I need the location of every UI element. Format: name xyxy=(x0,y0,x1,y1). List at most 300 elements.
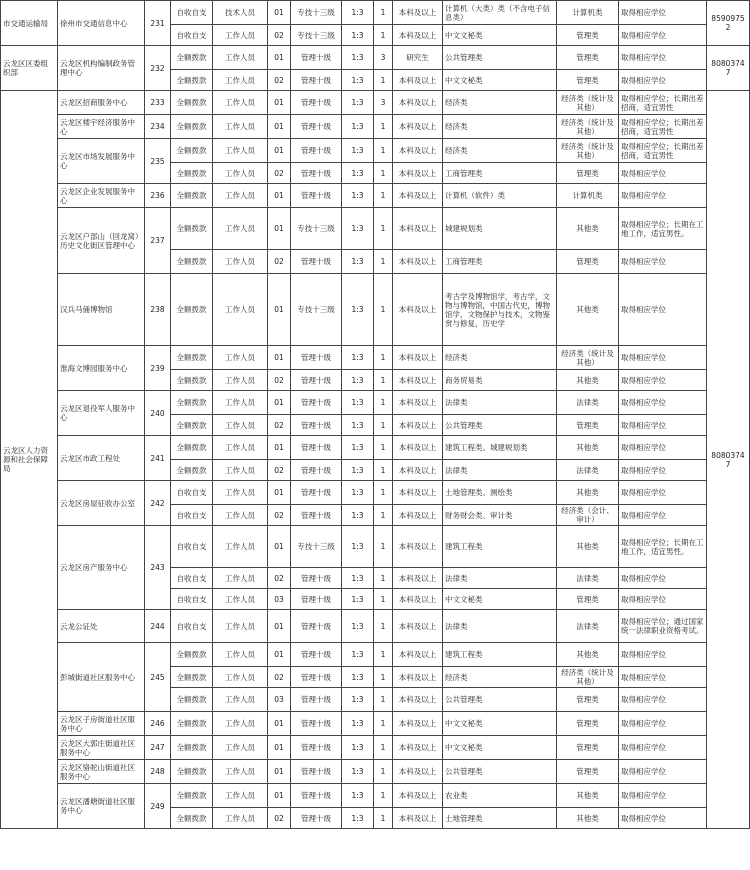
cell-major: 土地管理类、测绘类 xyxy=(443,481,557,505)
cell-position-name: 工作人员 xyxy=(213,688,268,712)
cell-position-name: 工作人员 xyxy=(213,415,268,436)
cell-funding-type: 全额拨款 xyxy=(171,667,213,688)
cell-funding-type: 全额拨款 xyxy=(171,115,213,139)
cell-education: 本科及以上 xyxy=(393,784,443,808)
cell-position-code: 03 xyxy=(268,688,291,712)
cell-unit-name: 云龙区楼宇经济服务中心 xyxy=(58,115,145,139)
cell-funding-type: 全额拨款 xyxy=(171,139,213,163)
cell-education: 本科及以上 xyxy=(393,808,443,829)
cell-headcount: 1 xyxy=(374,712,393,736)
cell-exam-category: 经济类（统计及其他） xyxy=(557,91,619,115)
cell-education: 研究生 xyxy=(393,46,443,70)
cell-education: 本科及以上 xyxy=(393,568,443,589)
cell-position-name: 工作人员 xyxy=(213,25,268,46)
cell-education: 本科及以上 xyxy=(393,1,443,25)
cell-exam-ratio: 1:3 xyxy=(342,46,374,70)
cell-major: 公共管理类 xyxy=(443,688,557,712)
cell-education: 本科及以上 xyxy=(393,139,443,163)
cell-unit-code: 236 xyxy=(145,184,171,208)
cell-education: 本科及以上 xyxy=(393,526,443,568)
cell-exam-category: 管理类 xyxy=(557,415,619,436)
cell-funding-type: 全额拨款 xyxy=(171,808,213,829)
cell-exam-category: 管理类 xyxy=(557,760,619,784)
cell-other-requirement: 取得相应学位 xyxy=(619,391,707,415)
table-row xyxy=(1,712,750,736)
cell-unit-name: 云龙区子房街道社区服务中心 xyxy=(58,712,145,736)
cell-position-code: 01 xyxy=(268,736,291,760)
cell-position-grade: 管理十级 xyxy=(291,415,342,436)
cell-exam-category: 管理类 xyxy=(557,25,619,46)
cell-exam-ratio: 1:3 xyxy=(342,643,374,667)
cell-position-grade: 管理十级 xyxy=(291,346,342,370)
cell-exam-ratio: 1:3 xyxy=(342,481,374,505)
cell-other-requirement: 取得相应学位；长期出差招商，适宜男性 xyxy=(619,115,707,139)
cell-education: 本科及以上 xyxy=(393,115,443,139)
cell-headcount: 3 xyxy=(374,46,393,70)
cell-education: 本科及以上 xyxy=(393,688,443,712)
table-row xyxy=(1,1,750,25)
cell-headcount: 1 xyxy=(374,460,393,481)
cell-position-grade: 管理十级 xyxy=(291,436,342,460)
cell-major: 经济类 xyxy=(443,115,557,139)
cell-position-name: 工作人员 xyxy=(213,808,268,829)
cell-exam-ratio: 1:3 xyxy=(342,139,374,163)
cell-position-grade: 管理十级 xyxy=(291,184,342,208)
cell-headcount: 1 xyxy=(374,1,393,25)
cell-exam-ratio: 1:3 xyxy=(342,115,374,139)
cell-unit-code: 233 xyxy=(145,91,171,115)
cell-exam-ratio: 1:3 xyxy=(342,712,374,736)
cell-exam-ratio: 1:3 xyxy=(342,610,374,643)
cell-other-requirement: 取得相应学位 xyxy=(619,46,707,70)
cell-exam-category: 管理类 xyxy=(557,589,619,610)
cell-position-code: 01 xyxy=(268,643,291,667)
cell-exam-category: 法律类 xyxy=(557,391,619,415)
cell-other-requirement: 取得相应学位 xyxy=(619,436,707,460)
cell-funding-type: 全额拨款 xyxy=(171,460,213,481)
cell-major: 中文文秘类 xyxy=(443,712,557,736)
cell-unit-name: 云龙区骆驼山街道社区服务中心 xyxy=(58,760,145,784)
cell-education: 本科及以上 xyxy=(393,436,443,460)
cell-position-code: 01 xyxy=(268,139,291,163)
cell-position-name: 工作人员 xyxy=(213,274,268,346)
cell-major: 中文文秘类 xyxy=(443,70,557,91)
cell-org-name: 云龙区人力资源和社会保障局 xyxy=(1,91,58,829)
cell-unit-code: 246 xyxy=(145,712,171,736)
cell-other-requirement: 取得相应学位 xyxy=(619,415,707,436)
cell-position-name: 工作人员 xyxy=(213,370,268,391)
cell-other-requirement: 取得相应学位 xyxy=(619,460,707,481)
cell-exam-category: 经济类（统计及其他） xyxy=(557,139,619,163)
cell-exam-category: 其他类 xyxy=(557,274,619,346)
cell-exam-ratio: 1:3 xyxy=(342,274,374,346)
cell-headcount: 3 xyxy=(374,91,393,115)
cell-position-name: 工作人员 xyxy=(213,568,268,589)
cell-headcount: 1 xyxy=(374,760,393,784)
cell-position-code: 01 xyxy=(268,760,291,784)
cell-funding-type: 自收自支 xyxy=(171,568,213,589)
cell-unit-name: 徐州市交通信息中心 xyxy=(58,1,145,46)
cell-headcount: 1 xyxy=(374,391,393,415)
cell-unit-code: 244 xyxy=(145,610,171,643)
cell-unit-code: 234 xyxy=(145,115,171,139)
table-row xyxy=(1,391,750,415)
cell-headcount: 1 xyxy=(374,808,393,829)
table-row xyxy=(1,610,750,643)
cell-exam-ratio: 1:3 xyxy=(342,208,374,250)
cell-major: 土地管理类 xyxy=(443,808,557,829)
cell-education: 本科及以上 xyxy=(393,415,443,436)
table-row xyxy=(1,643,750,667)
cell-headcount: 1 xyxy=(374,481,393,505)
cell-position-name: 工作人员 xyxy=(213,526,268,568)
cell-education: 本科及以上 xyxy=(393,91,443,115)
cell-exam-category: 管理类 xyxy=(557,736,619,760)
cell-exam-category: 法律类 xyxy=(557,568,619,589)
cell-exam-category: 管理类 xyxy=(557,688,619,712)
cell-position-code: 02 xyxy=(268,163,291,184)
cell-unit-name: 淮海文博园服务中心 xyxy=(58,346,145,391)
cell-exam-category: 法律类 xyxy=(557,610,619,643)
cell-unit-code: 243 xyxy=(145,526,171,610)
cell-position-name: 工作人员 xyxy=(213,736,268,760)
cell-major: 建筑工程类、城建规划类 xyxy=(443,436,557,460)
cell-other-requirement: 取得相应学位 xyxy=(619,712,707,736)
cell-position-name: 工作人员 xyxy=(213,610,268,643)
table-row xyxy=(1,208,750,250)
cell-other-requirement: 取得相应学位；长期出差招商，适宜男性 xyxy=(619,91,707,115)
cell-major: 公共管理类 xyxy=(443,760,557,784)
cell-major: 经济类 xyxy=(443,91,557,115)
cell-education: 本科及以上 xyxy=(393,208,443,250)
cell-headcount: 1 xyxy=(374,436,393,460)
cell-position-name: 工作人员 xyxy=(213,460,268,481)
cell-funding-type: 全额拨款 xyxy=(171,688,213,712)
cell-unit-name: 云龙区退役军人服务中心 xyxy=(58,391,145,436)
cell-position-code: 01 xyxy=(268,346,291,370)
cell-headcount: 1 xyxy=(374,370,393,391)
cell-education: 本科及以上 xyxy=(393,712,443,736)
cell-position-grade: 管理十级 xyxy=(291,712,342,736)
cell-major: 农业类 xyxy=(443,784,557,808)
cell-funding-type: 自收自支 xyxy=(171,1,213,25)
cell-funding-type: 全额拨款 xyxy=(171,370,213,391)
cell-exam-category: 其他类 xyxy=(557,370,619,391)
cell-position-code: 02 xyxy=(268,25,291,46)
cell-major: 经济类 xyxy=(443,139,557,163)
cell-position-name: 工作人员 xyxy=(213,391,268,415)
cell-other-requirement: 取得相应学位 xyxy=(619,760,707,784)
cell-funding-type: 全额拨款 xyxy=(171,346,213,370)
cell-education: 本科及以上 xyxy=(393,391,443,415)
cell-exam-category: 计算机类 xyxy=(557,184,619,208)
cell-position-grade: 专技十三级 xyxy=(291,274,342,346)
cell-unit-code: 239 xyxy=(145,346,171,391)
cell-education: 本科及以上 xyxy=(393,610,443,643)
cell-education: 本科及以上 xyxy=(393,25,443,46)
cell-unit-code: 238 xyxy=(145,274,171,346)
cell-exam-ratio: 1:3 xyxy=(342,589,374,610)
cell-other-requirement: 取得相应学位 xyxy=(619,667,707,688)
cell-other-requirement: 取得相应学位 xyxy=(619,70,707,91)
cell-position-grade: 管理十级 xyxy=(291,568,342,589)
cell-position-code: 02 xyxy=(268,415,291,436)
cell-position-code: 01 xyxy=(268,610,291,643)
cell-exam-category: 法律类 xyxy=(557,460,619,481)
cell-position-name: 工作人员 xyxy=(213,643,268,667)
cell-funding-type: 自收自支 xyxy=(171,25,213,46)
cell-major: 法律类 xyxy=(443,391,557,415)
cell-position-code: 01 xyxy=(268,712,291,736)
cell-position-name: 工作人员 xyxy=(213,139,268,163)
cell-unit-code: 240 xyxy=(145,391,171,436)
cell-position-code: 01 xyxy=(268,274,291,346)
cell-other-requirement: 取得相应学位；长期出差招商，适宜男性 xyxy=(619,139,707,163)
cell-other-requirement: 取得相应学位；通过国家统一法律职业资格考试。 xyxy=(619,610,707,643)
cell-unit-code: 237 xyxy=(145,208,171,274)
cell-funding-type: 全额拨款 xyxy=(171,250,213,274)
cell-unit-name: 云龙区房产服务中心 xyxy=(58,526,145,610)
table-row xyxy=(1,184,750,208)
cell-org-name: 云龙区区委组织部 xyxy=(1,46,58,91)
cell-education: 本科及以上 xyxy=(393,643,443,667)
cell-funding-type: 自收自支 xyxy=(171,505,213,526)
cell-unit-name: 云龙区招商服务中心 xyxy=(58,91,145,115)
cell-other-requirement: 取得相应学位 xyxy=(619,25,707,46)
cell-major: 公共管理类 xyxy=(443,415,557,436)
cell-position-name: 工作人员 xyxy=(213,436,268,460)
cell-exam-ratio: 1:3 xyxy=(342,808,374,829)
cell-funding-type: 全额拨款 xyxy=(171,736,213,760)
cell-exam-ratio: 1:3 xyxy=(342,415,374,436)
cell-position-grade: 专技十三级 xyxy=(291,1,342,25)
cell-unit-code: 249 xyxy=(145,784,171,829)
cell-exam-ratio: 1:3 xyxy=(342,460,374,481)
cell-unit-name: 云龙区市政工程处 xyxy=(58,436,145,481)
cell-exam-ratio: 1:3 xyxy=(342,25,374,46)
cell-other-requirement: 取得相应学位 xyxy=(619,370,707,391)
table-row xyxy=(1,736,750,760)
cell-funding-type: 全额拨款 xyxy=(171,163,213,184)
table-row xyxy=(1,760,750,784)
cell-position-code: 02 xyxy=(268,460,291,481)
cell-education: 本科及以上 xyxy=(393,589,443,610)
cell-exam-category: 经济类（统计及其他） xyxy=(557,346,619,370)
cell-position-code: 02 xyxy=(268,505,291,526)
cell-other-requirement: 取得相应学位 xyxy=(619,568,707,589)
cell-exam-ratio: 1:3 xyxy=(342,736,374,760)
cell-position-name: 工作人员 xyxy=(213,250,268,274)
cell-exam-ratio: 1:3 xyxy=(342,526,374,568)
cell-position-name: 技术人员 xyxy=(213,1,268,25)
cell-position-name: 工作人员 xyxy=(213,91,268,115)
cell-education: 本科及以上 xyxy=(393,736,443,760)
cell-position-code: 01 xyxy=(268,526,291,568)
cell-funding-type: 自收自支 xyxy=(171,589,213,610)
cell-exam-category: 其他类 xyxy=(557,784,619,808)
cell-exam-category: 经济类（会计、审计） xyxy=(557,505,619,526)
cell-major: 经济类 xyxy=(443,667,557,688)
cell-other-requirement: 取得相应学位 xyxy=(619,346,707,370)
cell-position-name: 工作人员 xyxy=(213,163,268,184)
cell-position-grade: 管理十级 xyxy=(291,610,342,643)
cell-position-code: 01 xyxy=(268,184,291,208)
cell-headcount: 1 xyxy=(374,163,393,184)
cell-position-grade: 管理十级 xyxy=(291,667,342,688)
cell-education: 本科及以上 xyxy=(393,760,443,784)
cell-other-requirement: 取得相应学位 xyxy=(619,784,707,808)
cell-position-code: 02 xyxy=(268,70,291,91)
cell-position-grade: 管理十级 xyxy=(291,481,342,505)
cell-position-grade: 管理十级 xyxy=(291,589,342,610)
cell-headcount: 1 xyxy=(374,568,393,589)
cell-education: 本科及以上 xyxy=(393,163,443,184)
cell-unit-name: 云龙区企业发展服务中心 xyxy=(58,184,145,208)
cell-position-code: 01 xyxy=(268,784,291,808)
cell-major: 中文文秘类 xyxy=(443,736,557,760)
cell-position-grade: 专技十三级 xyxy=(291,25,342,46)
cell-position-grade: 管理十级 xyxy=(291,139,342,163)
cell-funding-type: 全额拨款 xyxy=(171,70,213,91)
cell-exam-ratio: 1:3 xyxy=(342,346,374,370)
cell-position-grade: 管理十级 xyxy=(291,163,342,184)
cell-exam-category: 其他类 xyxy=(557,481,619,505)
cell-exam-category: 管理类 xyxy=(557,46,619,70)
cell-education: 本科及以上 xyxy=(393,70,443,91)
cell-position-code: 01 xyxy=(268,481,291,505)
cell-major: 中文文秘类 xyxy=(443,25,557,46)
table-row xyxy=(1,346,750,370)
table-row xyxy=(1,139,750,163)
cell-major: 城建规划类 xyxy=(443,208,557,250)
table-row xyxy=(1,526,750,568)
cell-headcount: 1 xyxy=(374,184,393,208)
cell-position-grade: 管理十级 xyxy=(291,46,342,70)
cell-other-requirement: 取得相应学位 xyxy=(619,274,707,346)
cell-other-requirement: 取得相应学位；长期在工地工作，适宜男性。 xyxy=(619,208,707,250)
cell-other-requirement: 取得相应学位 xyxy=(619,163,707,184)
cell-unit-name: 汉兵马俑博物馆 xyxy=(58,274,145,346)
cell-unit-code: 232 xyxy=(145,46,171,91)
cell-major: 法律类 xyxy=(443,460,557,481)
cell-education: 本科及以上 xyxy=(393,346,443,370)
cell-unit-name: 云龙区市场发展服务中心 xyxy=(58,139,145,184)
cell-headcount: 1 xyxy=(374,70,393,91)
cell-major: 中文文秘类 xyxy=(443,589,557,610)
cell-position-grade: 专技十三级 xyxy=(291,526,342,568)
cell-headcount: 1 xyxy=(374,250,393,274)
cell-unit-code: 231 xyxy=(145,1,171,46)
cell-exam-ratio: 1:3 xyxy=(342,505,374,526)
cell-position-grade: 管理十级 xyxy=(291,505,342,526)
cell-position-code: 02 xyxy=(268,808,291,829)
cell-position-name: 工作人员 xyxy=(213,346,268,370)
table-row xyxy=(1,436,750,460)
cell-position-name: 工作人员 xyxy=(213,667,268,688)
table-row xyxy=(1,274,750,346)
cell-major: 计算机（大类）类（不含电子信息类） xyxy=(443,1,557,25)
cell-exam-category: 其他类 xyxy=(557,208,619,250)
cell-funding-type: 全额拨款 xyxy=(171,91,213,115)
cell-other-requirement: 取得相应学位 xyxy=(619,643,707,667)
cell-unit-code: 242 xyxy=(145,481,171,526)
cell-position-name: 工作人员 xyxy=(213,784,268,808)
cell-unit-name: 云龙区大郭庄街道社区服务中心 xyxy=(58,736,145,760)
cell-position-grade: 管理十级 xyxy=(291,70,342,91)
cell-position-code: 01 xyxy=(268,1,291,25)
cell-funding-type: 自收自支 xyxy=(171,610,213,643)
cell-exam-ratio: 1:3 xyxy=(342,1,374,25)
cell-headcount: 1 xyxy=(374,610,393,643)
cell-position-grade: 管理十级 xyxy=(291,643,342,667)
cell-major: 法律类 xyxy=(443,610,557,643)
cell-education: 本科及以上 xyxy=(393,667,443,688)
cell-headcount: 1 xyxy=(374,274,393,346)
cell-other-requirement: 取得相应学位 xyxy=(619,505,707,526)
cell-position-name: 工作人员 xyxy=(213,46,268,70)
cell-position-grade: 管理十级 xyxy=(291,736,342,760)
cell-exam-ratio: 1:3 xyxy=(342,184,374,208)
cell-major: 财务财会类、审计类 xyxy=(443,505,557,526)
cell-exam-category: 其他类 xyxy=(557,643,619,667)
cell-headcount: 1 xyxy=(374,415,393,436)
cell-headcount: 1 xyxy=(374,736,393,760)
cell-headcount: 1 xyxy=(374,346,393,370)
cell-major: 商务贸易类 xyxy=(443,370,557,391)
cell-headcount: 1 xyxy=(374,208,393,250)
table-row xyxy=(1,784,750,808)
cell-exam-ratio: 1:3 xyxy=(342,91,374,115)
cell-exam-ratio: 1:3 xyxy=(342,391,374,415)
cell-position-grade: 专技十三级 xyxy=(291,208,342,250)
cell-other-requirement: 取得相应学位 xyxy=(619,589,707,610)
cell-position-code: 01 xyxy=(268,46,291,70)
cell-exam-ratio: 1:3 xyxy=(342,667,374,688)
cell-education: 本科及以上 xyxy=(393,505,443,526)
cell-funding-type: 全额拨款 xyxy=(171,184,213,208)
cell-position-name: 工作人员 xyxy=(213,208,268,250)
cell-position-code: 02 xyxy=(268,667,291,688)
cell-unit-code: 235 xyxy=(145,139,171,184)
cell-position-code: 01 xyxy=(268,91,291,115)
cell-funding-type: 全额拨款 xyxy=(171,784,213,808)
cell-position-name: 工作人员 xyxy=(213,712,268,736)
cell-position-grade: 管理十级 xyxy=(291,460,342,481)
cell-headcount: 1 xyxy=(374,667,393,688)
cell-unit-name: 彭城街道社区服务中心 xyxy=(58,643,145,712)
cell-unit-name: 云龙区房屋征收办公室 xyxy=(58,481,145,526)
cell-unit-code: 248 xyxy=(145,760,171,784)
cell-funding-type: 全额拨款 xyxy=(171,712,213,736)
cell-exam-ratio: 1:3 xyxy=(342,70,374,91)
cell-position-code: 01 xyxy=(268,436,291,460)
cell-major: 工商管理类 xyxy=(443,250,557,274)
cell-exam-ratio: 1:3 xyxy=(342,568,374,589)
cell-position-code: 02 xyxy=(268,250,291,274)
cell-exam-ratio: 1:3 xyxy=(342,250,374,274)
cell-position-name: 工作人员 xyxy=(213,70,268,91)
cell-other-requirement: 取得相应学位 xyxy=(619,250,707,274)
cell-position-grade: 管理十级 xyxy=(291,370,342,391)
cell-headcount: 1 xyxy=(374,589,393,610)
cell-exam-category: 经济类（统计及其他） xyxy=(557,115,619,139)
cell-exam-ratio: 1:3 xyxy=(342,760,374,784)
cell-education: 本科及以上 xyxy=(393,184,443,208)
cell-exam-ratio: 1:3 xyxy=(342,784,374,808)
cell-funding-type: 全额拨款 xyxy=(171,46,213,70)
cell-exam-category: 管理类 xyxy=(557,70,619,91)
cell-headcount: 1 xyxy=(374,25,393,46)
